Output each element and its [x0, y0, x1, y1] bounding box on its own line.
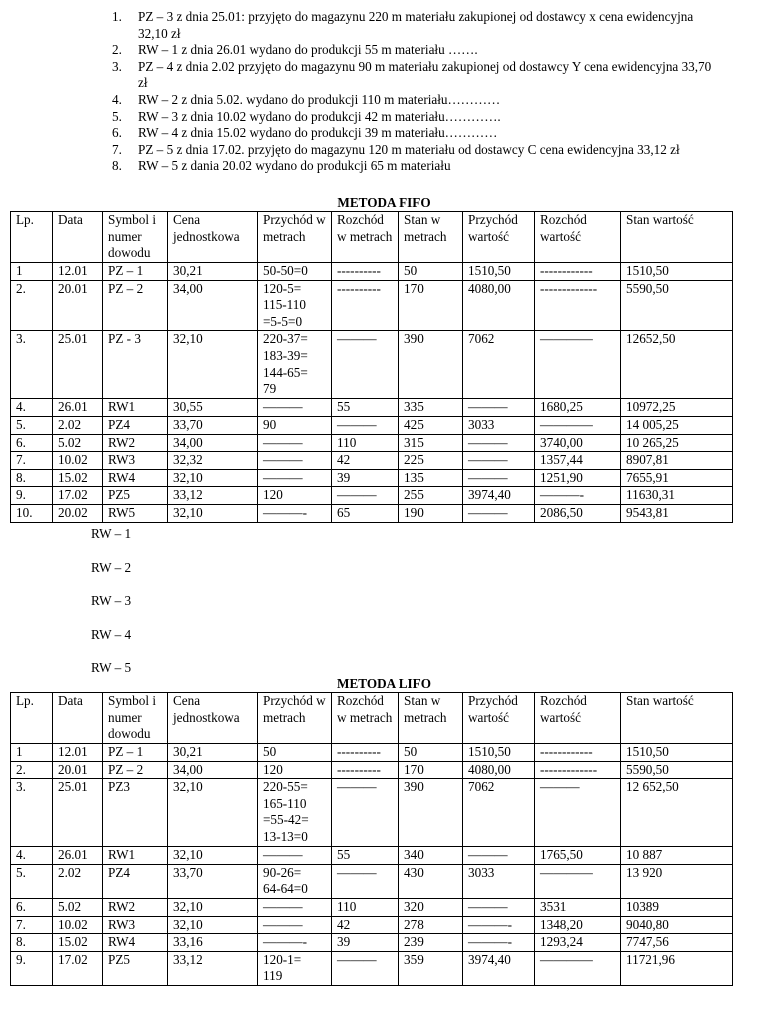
table-cell: 7. [11, 452, 53, 470]
table-row [11, 898, 733, 916]
table-cell: RW2 [103, 434, 168, 452]
table-cell: 1510,50 [621, 744, 733, 762]
table-cell: ——— [258, 452, 332, 470]
table-cell: 65 [332, 504, 399, 522]
table-cell: 8. [11, 934, 53, 952]
table-row [11, 434, 733, 452]
table-cell: 10389 [621, 898, 733, 916]
lifo-heading: METODA LIFO [337, 676, 431, 691]
operation-item [112, 9, 712, 42]
table-cell: 32,10 [168, 916, 258, 934]
table-cell: 335 [399, 399, 463, 417]
table-cell: 50-50=0 [258, 263, 332, 281]
table-cell: 4. [11, 847, 53, 865]
table-cell: 10 265,25 [621, 434, 733, 452]
table-row [11, 452, 733, 470]
table-cell: ———- [258, 504, 332, 522]
table-cell: 3740,00 [535, 434, 621, 452]
table-cell: ------------ [535, 263, 621, 281]
table-cell: 7655,91 [621, 469, 733, 487]
column-header: Przychód wartość [463, 693, 535, 744]
table-cell: 1510,50 [621, 263, 733, 281]
table-cell: ——— [463, 399, 535, 417]
operation-text: RW – 2 z dnia 5.02. wydano do produkcji 110 m materiału………… [138, 91, 501, 107]
operation-number: 3. [112, 58, 122, 74]
column-header: Przychód w metrach [258, 212, 332, 263]
table-cell: ——— [332, 951, 399, 985]
operation-number: 7. [112, 141, 122, 157]
table-cell: 430 [399, 864, 463, 898]
table-cell: 10972,25 [621, 399, 733, 417]
table-cell: 9543,81 [621, 504, 733, 522]
table-cell: PZ4 [103, 416, 168, 434]
table-cell: ——— [463, 452, 535, 470]
table-cell: 50 [399, 263, 463, 281]
table-cell: 15.02 [53, 469, 103, 487]
table-row [11, 331, 733, 399]
table-cell: 32,10 [168, 779, 258, 847]
table-cell: PZ – 2 [103, 761, 168, 779]
table-cell: ——— [258, 916, 332, 934]
table-cell: 220-37= 183-39= 144-65= 79 [258, 331, 332, 399]
operation-number: 1. [112, 9, 122, 24]
table-cell: 425 [399, 416, 463, 434]
table-cell: 9. [11, 951, 53, 985]
column-header: Stan w metrach [399, 693, 463, 744]
operation-number: 8. [112, 158, 122, 174]
table-row [11, 744, 733, 762]
table-cell: ---------- [332, 263, 399, 281]
table-cell: 1 [11, 263, 53, 281]
table-cell: 12 652,50 [621, 779, 733, 847]
table-cell: 1348,20 [535, 916, 621, 934]
table-cell: ——— [258, 469, 332, 487]
column-header: Symbol i numer dowodu [103, 212, 168, 263]
table-cell: 390 [399, 779, 463, 847]
table-cell: 7062 [463, 779, 535, 847]
table-cell: RW1 [103, 847, 168, 865]
table-cell: 34,00 [168, 434, 258, 452]
table-cell: 34,00 [168, 761, 258, 779]
rw-list-item: RW – 2 [91, 559, 132, 575]
table-cell: 32,10 [168, 847, 258, 865]
table-cell: 3974,40 [463, 951, 535, 985]
column-header: Rozchód w metrach [332, 693, 399, 744]
table-row [11, 487, 733, 505]
table-cell: ———- [463, 934, 535, 952]
table-cell: RW3 [103, 916, 168, 934]
table-cell: 33,16 [168, 934, 258, 952]
table-cell: 55 [332, 399, 399, 417]
table-cell: 120 [258, 761, 332, 779]
table-cell: 9. [11, 487, 53, 505]
table-cell: 55 [332, 847, 399, 865]
table-cell: ——— [463, 469, 535, 487]
column-header: Przychód w metrach [258, 693, 332, 744]
table-cell: 42 [332, 452, 399, 470]
table-cell: 11721,96 [621, 951, 733, 985]
table-cell: RW3 [103, 452, 168, 470]
table-cell: 5590,50 [621, 280, 733, 331]
table-cell: 25.01 [53, 779, 103, 847]
table-row [11, 847, 733, 865]
table-cell: 17.02 [53, 951, 103, 985]
rw-list [91, 526, 131, 694]
table-row [11, 864, 733, 898]
table-cell: RW5 [103, 504, 168, 522]
table-cell: 110 [332, 898, 399, 916]
table-cell: 3531 [535, 898, 621, 916]
operation-number: 2. [112, 42, 122, 58]
table-cell: 5. [11, 416, 53, 434]
table-cell: 2.02 [53, 864, 103, 898]
table-cell: 255 [399, 487, 463, 505]
operation-text: RW – 1 z dnia 26.01 wydano do produkcji 55 m materiału ……. [138, 42, 478, 58]
rw-list-item: RW – 3 [91, 593, 132, 609]
table-cell: PZ – 1 [103, 263, 168, 281]
table-cell: PZ – 1 [103, 744, 168, 762]
table-cell: 10 887 [621, 847, 733, 865]
column-header: Cena jednostkowa [168, 693, 258, 744]
table-cell: 90-26= 64-64=0 [258, 864, 332, 898]
table-cell: ——— [258, 399, 332, 417]
table-cell: 190 [399, 504, 463, 522]
table-cell: ——— [463, 847, 535, 865]
table-cell: ---------- [332, 280, 399, 331]
operation-number: 6. [112, 125, 122, 141]
rw-list-item: RW – 4 [91, 626, 132, 642]
table-cell: ——— [258, 434, 332, 452]
table-cell: ------------- [535, 761, 621, 779]
table-cell: 90 [258, 416, 332, 434]
table-cell: 30,21 [168, 263, 258, 281]
operation-item [112, 59, 712, 92]
operation-text: RW – 4 z dnia 15.02 wydano do produkcji 39 m materiału………… [138, 125, 498, 141]
table-cell: ———- [258, 934, 332, 952]
table-cell: 39 [332, 469, 399, 487]
table-cell: RW2 [103, 898, 168, 916]
operation-text: PZ – 5 z dnia 17.02. przyjęto do magazynu 120 m materiału od dostawcy C cena ewidencyjna 33,12 zł [138, 141, 680, 157]
operation-text: RW – 3 z dnia 10.02 wydano do produkcji 42 m materiału…………. [138, 108, 501, 124]
table-cell: 10. [11, 504, 53, 522]
table-cell: 42 [332, 916, 399, 934]
fifo-table [10, 211, 733, 523]
operation-text: PZ – 4 z dnia 2.02 przyjęto do magazynu 90 m materiału zakupionej od dostawcy Y cena ewidencyjna 33,70 zł [138, 58, 712, 91]
table-cell: ——— [332, 779, 399, 847]
table-cell: 5.02 [53, 898, 103, 916]
operation-text: RW – 5 z dania 20.02 wydano do produkcji 65 m materiału [138, 158, 451, 174]
table-cell: 4080,00 [463, 280, 535, 331]
table-cell: 32,10 [168, 469, 258, 487]
table-cell: RW4 [103, 934, 168, 952]
table-cell: 30,21 [168, 744, 258, 762]
table-cell: PZ3 [103, 779, 168, 847]
table-cell: 34,00 [168, 280, 258, 331]
table-cell: ——— [463, 504, 535, 522]
column-header: Lp. [11, 212, 53, 263]
rw-list-item: RW – 1 [91, 526, 132, 541]
table-cell: 3033 [463, 864, 535, 898]
operation-item [112, 125, 712, 142]
table-cell: ———— [535, 331, 621, 399]
table-cell: ——— [258, 898, 332, 916]
table-cell: 13 920 [621, 864, 733, 898]
column-header: Stan w metrach [399, 212, 463, 263]
table-cell: 12.01 [53, 263, 103, 281]
table-cell: 20.01 [53, 280, 103, 331]
table-cell: 1 [11, 744, 53, 762]
table-cell: 2. [11, 761, 53, 779]
table-cell: ——— [463, 898, 535, 916]
table-cell: PZ - 3 [103, 331, 168, 399]
table-cell: 170 [399, 761, 463, 779]
table-row [11, 504, 733, 522]
column-header: Rozchód w metrach [332, 212, 399, 263]
table-cell: ——— [463, 434, 535, 452]
table-row [11, 263, 733, 281]
table-cell: 3974,40 [463, 487, 535, 505]
table-cell: 26.01 [53, 399, 103, 417]
column-header: Lp. [11, 693, 53, 744]
table-cell: RW1 [103, 399, 168, 417]
table-cell: 10.02 [53, 452, 103, 470]
table-row [11, 469, 733, 487]
table-row [11, 951, 733, 985]
table-cell: 20.02 [53, 504, 103, 522]
operation-item [112, 142, 712, 159]
table-cell: ------------- [535, 280, 621, 331]
table-cell: 1251,90 [535, 469, 621, 487]
table-cell: 33,12 [168, 951, 258, 985]
table-cell: 220-55= 165-110 =55-42= 13-13=0 [258, 779, 332, 847]
table-cell: 359 [399, 951, 463, 985]
table-row [11, 399, 733, 417]
lifo-table [10, 692, 733, 986]
table-cell: 50 [399, 744, 463, 762]
table-cell: 7. [11, 916, 53, 934]
table-cell: 7062 [463, 331, 535, 399]
table-cell: 1765,50 [535, 847, 621, 865]
table-row [11, 416, 733, 434]
table-cell: 50 [258, 744, 332, 762]
table-cell: ——— [332, 487, 399, 505]
table-cell: ------------ [535, 744, 621, 762]
table-cell: ——— [258, 847, 332, 865]
column-header: Stan wartość [621, 693, 733, 744]
table-cell: ---------- [332, 744, 399, 762]
table-cell: PZ4 [103, 864, 168, 898]
table-cell: 6. [11, 434, 53, 452]
table-cell: 239 [399, 934, 463, 952]
rw-list-item: RW – 5 [91, 660, 132, 676]
table-cell: 8907,81 [621, 452, 733, 470]
table-cell: 340 [399, 847, 463, 865]
operation-item [112, 92, 712, 109]
table-cell: 1510,50 [463, 744, 535, 762]
table-cell: 11630,31 [621, 487, 733, 505]
table-header-row [11, 212, 733, 263]
table-cell: PZ5 [103, 951, 168, 985]
table-cell: 6. [11, 898, 53, 916]
table-cell: 20.01 [53, 761, 103, 779]
table-cell: 25.01 [53, 331, 103, 399]
table-cell: 17.02 [53, 487, 103, 505]
table-cell: 120 [258, 487, 332, 505]
table-cell: 39 [332, 934, 399, 952]
column-header: Cena jednostkowa [168, 212, 258, 263]
table-cell: 26.01 [53, 847, 103, 865]
table-cell: 390 [399, 331, 463, 399]
operation-item [112, 158, 712, 175]
table-cell: 2.02 [53, 416, 103, 434]
table-row [11, 934, 733, 952]
table-cell: 120-5= 115-110 =5-5=0 [258, 280, 332, 331]
table-cell: 14 005,25 [621, 416, 733, 434]
operation-item [112, 109, 712, 126]
table-cell: 32,32 [168, 452, 258, 470]
table-cell: ———— [535, 416, 621, 434]
table-cell: 30,55 [168, 399, 258, 417]
table-cell: ———— [535, 864, 621, 898]
table-cell: 3. [11, 779, 53, 847]
table-cell: PZ – 2 [103, 280, 168, 331]
table-cell: 33,70 [168, 864, 258, 898]
operation-number: 5. [112, 108, 122, 124]
table-cell: ——— [332, 331, 399, 399]
table-cell: 3033 [463, 416, 535, 434]
table-cell: 120-1= 119 [258, 951, 332, 985]
fifo-heading: METODA FIFO [337, 195, 431, 210]
table-row [11, 761, 733, 779]
table-cell: 2086,50 [535, 504, 621, 522]
table-cell: 225 [399, 452, 463, 470]
table-cell: 1293,24 [535, 934, 621, 952]
table-cell: 135 [399, 469, 463, 487]
table-cell: 4. [11, 399, 53, 417]
operations-list [112, 9, 712, 175]
table-cell: 315 [399, 434, 463, 452]
operation-number: 4. [112, 91, 122, 107]
table-cell: ——— [535, 779, 621, 847]
table-cell: ——— [332, 864, 399, 898]
table-cell: ---------- [332, 761, 399, 779]
table-cell: PZ5 [103, 487, 168, 505]
table-cell: 5590,50 [621, 761, 733, 779]
table-cell: 9040,80 [621, 916, 733, 934]
table-header-row [11, 693, 733, 744]
operation-text: PZ – 3 z dnia 25.01: przyjęto do magazynu 220 m materiału zakupionej od dostawcy x cena ewidencyjna 32,10 zł [138, 9, 694, 41]
table-cell: 1680,25 [535, 399, 621, 417]
table-cell: 32,10 [168, 504, 258, 522]
table-cell: RW4 [103, 469, 168, 487]
table-cell: 170 [399, 280, 463, 331]
table-cell: ———- [535, 487, 621, 505]
table-cell: 278 [399, 916, 463, 934]
table-row [11, 280, 733, 331]
table-cell: 10.02 [53, 916, 103, 934]
table-cell: 3. [11, 331, 53, 399]
column-header: Symbol i numer dowodu [103, 693, 168, 744]
column-header: Rozchód wartość [535, 212, 621, 263]
table-cell: 110 [332, 434, 399, 452]
column-header: Przychód wartość [463, 212, 535, 263]
table-cell: 320 [399, 898, 463, 916]
table-row [11, 779, 733, 847]
table-cell: 1357,44 [535, 452, 621, 470]
table-cell: 32,10 [168, 331, 258, 399]
column-header: Rozchód wartość [535, 693, 621, 744]
table-cell: 12.01 [53, 744, 103, 762]
table-cell: 2. [11, 280, 53, 331]
table-cell: ——— [332, 416, 399, 434]
table-cell: 33,12 [168, 487, 258, 505]
table-cell: 5.02 [53, 434, 103, 452]
table-cell: 15.02 [53, 934, 103, 952]
column-header: Data [53, 693, 103, 744]
table-cell: 12652,50 [621, 331, 733, 399]
column-header: Data [53, 212, 103, 263]
table-cell: ———- [463, 916, 535, 934]
table-cell: 1510,50 [463, 263, 535, 281]
table-cell: 33,70 [168, 416, 258, 434]
table-cell: 5. [11, 864, 53, 898]
table-cell: 8. [11, 469, 53, 487]
table-row [11, 916, 733, 934]
table-cell: ———— [535, 951, 621, 985]
column-header: Stan wartość [621, 212, 733, 263]
table-cell: 32,10 [168, 898, 258, 916]
table-cell: 4080,00 [463, 761, 535, 779]
table-cell: 7747,56 [621, 934, 733, 952]
operation-item [112, 42, 712, 59]
